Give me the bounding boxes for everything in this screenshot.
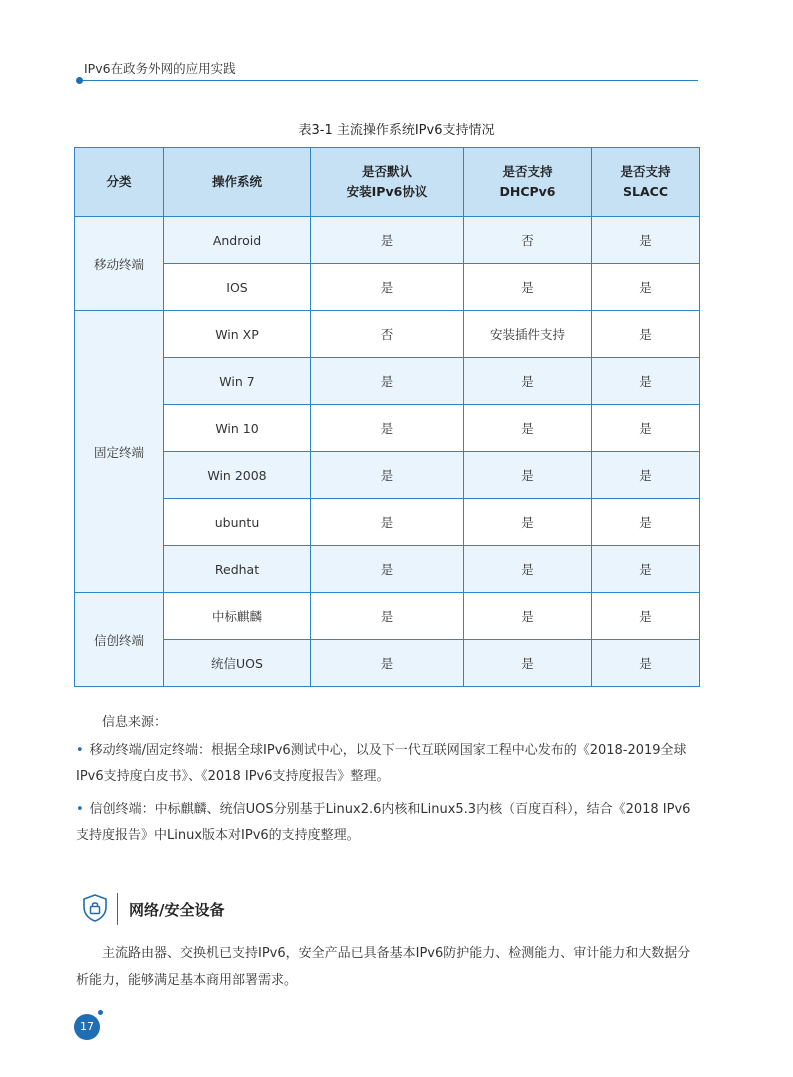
category-cell: 移动终端	[75, 217, 164, 311]
section-divider	[117, 893, 118, 925]
default-cell: 是	[311, 640, 464, 687]
page-number-dot	[98, 1010, 103, 1015]
shield-lock-icon	[80, 893, 110, 923]
table-row	[75, 593, 700, 640]
source-note: • 信创终端：中标麒麟、统信UOS分别基于Linux2.6内核和Linux5.3内核（百度百科），结合《2018 IPv6 支持度报告》中Linux版本对IPv6的支持度整理。	[76, 802, 691, 843]
slacc-cell: 是	[592, 640, 700, 687]
default-cell: 是	[311, 593, 464, 640]
dhcpv6-cell: 是	[464, 264, 592, 311]
slacc-cell: 是	[592, 593, 700, 640]
os-cell: IOS	[164, 264, 311, 311]
os-cell: Win 2008	[164, 452, 311, 499]
dhcpv6-cell: 是	[464, 546, 592, 593]
bullet-icon: •	[76, 743, 84, 758]
table-row	[75, 546, 700, 593]
os-cell: Win 10	[164, 405, 311, 452]
slacc-cell: 是	[592, 264, 700, 311]
os-cell: ubuntu	[164, 499, 311, 546]
table-row	[75, 640, 700, 687]
table-row	[75, 405, 700, 452]
body-paragraph: 主流路由器、交换机已支持IPv6，安全产品已具备基本IPv6防护能力、检测能力、审计能力和大数据分析能力，能够满足基本商用部署需求。	[76, 946, 691, 988]
table-row	[75, 499, 700, 546]
col-header-default: 是否默认 安装IPv6协议	[311, 148, 464, 217]
dhcpv6-cell: 是	[464, 499, 592, 546]
default-cell: 是	[311, 452, 464, 499]
category-cell: 固定终端	[75, 311, 164, 593]
dhcpv6-cell: 否	[464, 217, 592, 264]
os-cell: Win 7	[164, 358, 311, 405]
os-cell: 统信UOS	[164, 640, 311, 687]
dhcpv6-cell: 是	[464, 640, 592, 687]
page-number: 17	[74, 1014, 100, 1040]
dhcpv6-cell: 是	[464, 593, 592, 640]
table-row	[75, 452, 700, 499]
slacc-cell: 是	[592, 217, 700, 264]
os-cell: Win XP	[164, 311, 311, 358]
os-cell: Android	[164, 217, 311, 264]
default-cell: 是	[311, 546, 464, 593]
running-header-title: IPv6在政务外网的应用实践	[84, 61, 236, 76]
table-row	[75, 311, 700, 358]
col-header-dhcpv6: 是否支持 DHCPv6	[464, 148, 592, 217]
default-cell: 是	[311, 264, 464, 311]
section-title: 网络/安全设备	[129, 901, 225, 919]
dhcpv6-cell: 是	[464, 452, 592, 499]
dhcpv6-cell: 是	[464, 358, 592, 405]
slacc-cell: 是	[592, 546, 700, 593]
table-row	[75, 217, 700, 264]
bullet-icon: •	[76, 802, 84, 817]
source-note: • 移动终端/固定终端：根据全球IPv6测试中心，以及下一代互联网国家工程中心发布的《2018-2019全球IPv6支持度白皮书》、《2018 IPv6支持度报告》整理。	[76, 743, 687, 784]
default-cell: 是	[311, 405, 464, 452]
slacc-cell: 是	[592, 499, 700, 546]
os-cell: 中标麒麟	[164, 593, 311, 640]
default-cell: 否	[311, 311, 464, 358]
header-rule	[80, 80, 698, 81]
os-support-table	[74, 147, 700, 687]
dhcpv6-cell: 是	[464, 405, 592, 452]
source-title: 信息来源：	[102, 715, 168, 730]
table-header-row	[75, 148, 700, 217]
default-cell: 是	[311, 499, 464, 546]
table-caption: 表3-1 主流操作系统IPv6支持情况	[298, 123, 495, 138]
slacc-cell: 是	[592, 405, 700, 452]
table-row	[75, 264, 700, 311]
col-header-slacc: 是否支持 SLACC	[592, 148, 700, 217]
default-cell: 是	[311, 217, 464, 264]
table-row	[75, 358, 700, 405]
col-header-os: 操作系统	[164, 148, 311, 217]
slacc-cell: 是	[592, 452, 700, 499]
os-cell: Redhat	[164, 546, 311, 593]
category-cell: 信创终端	[75, 593, 164, 687]
header-dot	[76, 77, 83, 84]
col-header-category: 分类	[75, 148, 164, 217]
slacc-cell: 是	[592, 311, 700, 358]
dhcpv6-cell: 安装插件支持	[464, 311, 592, 358]
slacc-cell: 是	[592, 358, 700, 405]
default-cell: 是	[311, 358, 464, 405]
